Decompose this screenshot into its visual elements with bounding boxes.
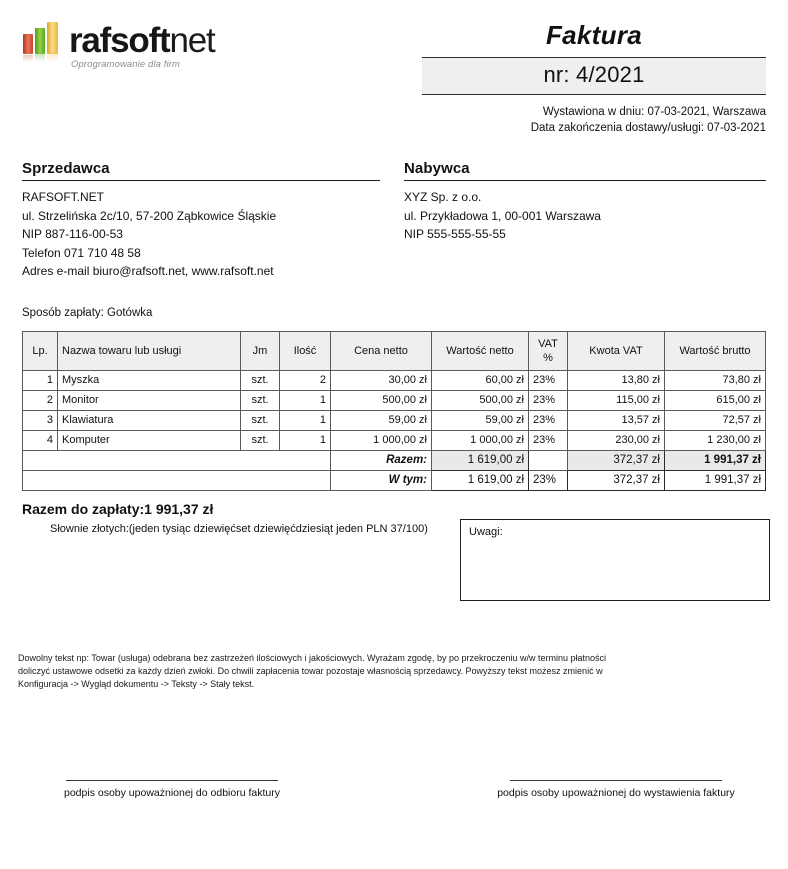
buyer-details [404,188,766,244]
cell-gross: 73,80 zł [665,370,766,390]
table-row [23,430,766,450]
summary-label-total: Razem: [331,450,432,470]
seller-line: Adres e-mail biuro@rafsoft.net, www.rafsoft.net [22,264,274,278]
delivery-date-line: Data zakończenia dostawy/usługi: 07-03-2021 [530,122,766,134]
cell-vat-rate: 23% [529,430,568,450]
title-block [422,18,766,95]
cell-vat-rate: 23% [529,390,568,410]
summary-net-total: 1 619,00 zł [432,450,529,470]
cell-net-value: 60,00 zł [432,370,529,390]
table-header-row [23,331,766,370]
cell-name: Myszka [58,370,241,390]
col-header-net-value: Wartość netto [432,331,529,370]
signature-receiver [22,780,322,799]
logo-bar-green-reflection [35,54,45,62]
table-row [23,410,766,430]
cell-gross: 1 230,00 zł [665,430,766,450]
brand-logo [22,18,422,70]
cell-name: Klawiatura [58,410,241,430]
seller-line: ul. Strzelińska 2c/10, 57-200 Ząbkowice Śląskie [22,208,277,223]
issue-date-line: Wystawiona w dniu: 07-03-2021, Warszawa [542,106,766,118]
breakdown-gross: 1 991,37 zł [665,470,766,490]
cell-jm: szt. [241,390,280,410]
cell-jm: szt. [241,430,280,450]
cell-quantity: 1 [280,390,331,410]
cell-vat-amount: 115,00 zł [568,390,665,410]
cell-lp: 4 [23,430,58,450]
brand-wordmark [69,21,215,60]
summary-label-breakdown: W tym: [331,470,432,490]
cell-unit-price: 500,00 zł [331,390,432,410]
seller-line: NIP 887-116-00-53 [22,227,123,241]
col-header-lp: Lp. [23,331,58,370]
cell-unit-price: 30,00 zł [331,370,432,390]
brand-name-light: net [169,21,215,60]
brand-text [69,21,215,70]
cell-vat-amount: 13,80 zł [568,370,665,390]
signature-issuer-label: podpis osoby upoważnionej do wystawienia faktury [497,787,735,799]
logo-bar-yellow-reflection [47,53,58,62]
signature-issuer [466,780,766,799]
table-header [23,331,766,370]
seller-details [22,188,380,281]
cell-jm: szt. [241,410,280,430]
brand-tagline: Oprogramowanie dla firm [71,59,180,70]
cell-unit-price: 1 000,00 zł [331,430,432,450]
buyer-block [394,160,766,281]
signature-line [66,780,278,781]
cell-vat-rate: 23% [529,410,568,430]
col-header-gross: Wartość brutto [665,331,766,370]
seller-line: RAFSOFT.NET [22,190,105,204]
col-header-jm: Jm [241,331,280,370]
cell-quantity: 2 [280,370,331,390]
signatures-section [22,780,766,799]
logo-bar-red-reflection [23,55,33,62]
cell-name: Monitor [58,390,241,410]
table-row [23,370,766,390]
cell-lp: 1 [23,370,58,390]
cell-lp: 2 [23,390,58,410]
cell-vat-rate: 23% [529,370,568,390]
document-number: nr: 4/2021 [422,57,766,95]
table-body [23,370,766,490]
brand-name-bold: rafsoft [69,21,170,60]
table-row [23,390,766,410]
col-header-vat-rate: VAT % [529,331,568,370]
seller-block [22,160,394,281]
grand-total: Razem do zapłaty:1 991,37 zł [22,500,214,517]
cell-unit-price: 59,00 zł [331,410,432,430]
cell-net-value: 59,00 zł [432,410,529,430]
cell-quantity: 1 [280,430,331,450]
col-header-vat-amount: Kwota VAT [568,331,665,370]
summary-gross-total: 1 991,37 zł [665,450,766,470]
breakdown-vat-rate: 23% [529,470,568,490]
buyer-title: Nabywca [404,160,766,181]
cell-net-value: 1 000,00 zł [432,430,529,450]
col-header-name: Nazwa towaru lub usługi [58,331,241,370]
logo-bar-green [35,28,45,54]
parties-section [22,160,766,281]
document-dates [22,104,766,136]
cell-lp: 3 [23,410,58,430]
logo-bar-yellow [47,22,58,54]
amount-in-words: Słownie złotych:(jeden tysiąc dziewięćset dziewięćdziesiąt jeden PLN 37/100) [50,522,428,535]
payment-method: Sposób zapłaty: Gotówka [22,306,153,319]
cell-gross: 72,57 zł [665,410,766,430]
seller-title: Sprzedawca [22,160,380,181]
breakdown-vat-amount: 372,37 zł [568,470,665,490]
cell-net-value: 500,00 zł [432,390,529,410]
document-title: Faktura [545,20,643,50]
signature-line [510,780,722,781]
cell-gross: 615,00 zł [665,390,766,410]
notes-label: Uwagi: [469,526,503,538]
col-header-unit-price: Cena netto [331,331,432,370]
invoice-items-table [22,331,766,491]
buyer-line: XYZ Sp. z o.o. [404,190,482,204]
logo-bar-red [23,34,33,54]
footer-legal-text: Dowolny tekst np: Towar (usługa) odebrana bez zastrzeżeń ilościowych i jakościowych. Wyrażam zgodę, by po przekroczeniu w/w terminu płatności doliczyć ustawowe odsetki za każdy dzień zwłoki. Do chwili zapłacenia towar pozostaje własnością sprzedawcy. Powyższy tekst możesz zmienić w Konfiguracja -> Wygląd dokumentu -> Teksty -> Stały tekst. [18,653,607,689]
signature-receiver-label: podpis osoby upoważnionej do odbioru faktury [64,787,280,799]
summary-spacer [23,470,331,490]
cell-vat-amount: 13,57 zł [568,410,665,430]
buyer-line: NIP 555-555-55-55 [404,227,506,241]
cell-quantity: 1 [280,410,331,430]
summary-row-breakdown [23,470,766,490]
summary-vat-rate-total [529,450,568,470]
cell-name: Komputer [58,430,241,450]
notes-box[interactable] [460,519,770,601]
cell-jm: szt. [241,370,280,390]
document-header [22,0,766,86]
col-header-quantity: Ilość [280,331,331,370]
buyer-line: ul. Przykładowa 1, 00-001 Warszawa [404,208,601,223]
bar-chart-logo-icon [22,24,62,68]
breakdown-net: 1 619,00 zł [432,470,529,490]
seller-line: Telefon 071 710 48 58 [22,245,141,260]
summary-row-total [23,450,766,470]
summary-spacer [23,450,331,470]
summary-vat-amount-total: 372,37 zł [568,450,665,470]
cell-vat-amount: 230,00 zł [568,430,665,450]
